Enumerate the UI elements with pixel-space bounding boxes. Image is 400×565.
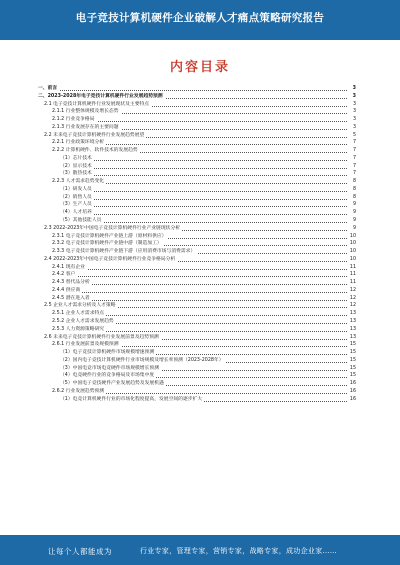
toc-entry[interactable]: [38, 357, 356, 365]
toc-entry-page: 3: [352, 86, 356, 91]
toc-entry-page: 7: [352, 163, 356, 169]
toc-entry-text: 2.1.3 行业发展存在的主要问题: [38, 124, 121, 132]
toc-entry[interactable]: [38, 116, 356, 124]
toc-entry-text: （4）人才培养: [38, 209, 94, 217]
toc-entry[interactable]: [38, 318, 356, 326]
toc-entry[interactable]: [38, 108, 356, 116]
toc-entry[interactable]: [38, 170, 356, 178]
toc-entry[interactable]: [38, 186, 356, 194]
toc-entry-page: 13: [349, 311, 356, 317]
toc-entry-page: 5: [352, 132, 356, 138]
toc-entry[interactable]: [38, 233, 356, 241]
toc-entry-text: 2.5.1 企业人才需求特点: [38, 310, 106, 318]
toc-entry[interactable]: [38, 209, 356, 217]
toc-entry-text: （5）中国电子竞技硬件产业发展趋势及发展机遇: [38, 380, 166, 388]
toc-entry-page: 3: [352, 101, 356, 107]
toc-entry-text: （1）电竞计算机硬件行业的市场化程度提高，发展空间的逐步扩大: [38, 396, 204, 404]
toc-entry[interactable]: [38, 139, 356, 147]
toc-entry-page: 10: [349, 249, 356, 255]
toc-entry-page: 16: [349, 381, 356, 387]
toc-entry-text: 2.5.3 人力资源策略研究: [38, 326, 106, 334]
toc-entry[interactable]: [38, 279, 356, 287]
toc-entry-text: 2.5.2 企业人才需求发展趋势: [38, 318, 116, 326]
toc-entry-text: （2）销售人员: [38, 194, 94, 202]
toc-entry-page: 3: [352, 109, 356, 115]
toc-entry[interactable]: [38, 295, 356, 303]
toc-entry-text: 2.4.5 潜在进入者: [38, 295, 92, 303]
toc-entry[interactable]: [38, 334, 356, 342]
toc-entry-page: 8: [352, 186, 356, 192]
toc-entry-page: 13: [349, 334, 356, 340]
toc-entry-text: 2.4.3 替代品分析: [38, 279, 92, 287]
toc-entry-text: 2.6.1 行业发展前景及规模预测: [38, 341, 121, 349]
toc-leader-dots: [38, 292, 347, 293]
footer-slogan-right: 行业专家，管理专家，营销专家，战略专家，成功企业家……: [140, 547, 338, 555]
toc-entry[interactable]: [38, 124, 356, 132]
toc-leader-dots: [38, 276, 347, 277]
toc-entry[interactable]: [38, 155, 356, 163]
toc-entry[interactable]: [38, 225, 356, 233]
toc-entry-page: 3: [352, 117, 356, 123]
toc-entry-text: （1）研发人员: [38, 186, 94, 194]
toc-entry-text: 2.5 企业人才需求分析及人才策略: [38, 302, 118, 310]
toc-entry-text: （3）生产人员: [38, 201, 94, 209]
toc-entry-page: 13: [349, 318, 356, 324]
toc-entry-page: 15: [349, 357, 356, 363]
toc-entry-text: 2.4.1 现有企业: [38, 264, 87, 272]
toc-entry-text: 2.3 2022-2023年中国电子竞技计算机硬件行业产业链现状分析: [38, 225, 182, 233]
toc-entry-text: 一、前言: [38, 86, 58, 91]
toc-entry-page: 8: [352, 179, 356, 185]
toc-entry-page: 12: [349, 295, 356, 301]
toc-entry[interactable]: [38, 380, 356, 388]
toc-entry-page: 15: [349, 342, 356, 348]
toc-leader-dots: [38, 90, 347, 91]
toc-entry-page: 9: [352, 218, 356, 224]
toc-entry[interactable]: [38, 365, 356, 373]
toc-entry-page: 16: [349, 388, 356, 394]
toc-entry-text: 2.3.3 电子竞技计算机硬件产业链下游（应用消费市场与消费需求）: [38, 248, 197, 256]
toc-entry-page: 12: [349, 287, 356, 293]
toc-heading: 内容目录: [169, 60, 230, 75]
toc-entry-page: 13: [349, 326, 356, 332]
toc-entry-text: 2.3.1 电子竞技计算机硬件产业链上游（原材料供应）: [38, 233, 168, 241]
toc-entry-text: 2.2.1 行业政策环境分析: [38, 139, 106, 147]
toc-entry-page: 15: [349, 373, 356, 379]
toc-entry-text: 2.1 电子竞技计算机硬件行业发展现状及主要特点: [38, 101, 151, 109]
toc-entry-text: （2）显示技术: [38, 163, 94, 171]
toc-entry-text: 2.1.2 行业竞争格局: [38, 116, 97, 124]
footer-slogan-left: 让每个人都能成为: [48, 547, 112, 556]
toc-entry[interactable]: [38, 178, 356, 186]
toc-entry-text: （2）国内电子竞技计算机硬件行业市场规模及增长率预测（2023-2028年）: [38, 357, 226, 365]
toc-entry[interactable]: [38, 287, 356, 295]
toc-entry[interactable]: [38, 372, 356, 380]
toc-entry-page: 10: [349, 241, 356, 247]
table-of-contents: [38, 85, 356, 403]
toc-entry[interactable]: [38, 85, 356, 93]
toc-entry-text: 2.4.2 客户: [38, 271, 77, 279]
toc-entry[interactable]: [38, 310, 356, 318]
toc-entry[interactable]: [38, 256, 356, 264]
toc-entry[interactable]: [38, 217, 356, 225]
toc-entry-text: 2.6.2 行业发展趋势预测: [38, 388, 106, 396]
toc-entry-page: 3: [352, 93, 356, 99]
toc-entry-text: 2.2 未来电子竞技计算机硬件行业发展趋势展望: [38, 132, 146, 140]
toc-entry-text: （3）散热技术: [38, 170, 94, 178]
toc-entry-page: 11: [349, 264, 356, 270]
toc-entry[interactable]: [38, 201, 356, 209]
toc-entry[interactable]: [38, 240, 356, 248]
toc-entry-text: 2.4.4 供应商: [38, 287, 82, 295]
toc-entry[interactable]: [38, 93, 356, 101]
toc-entry-page: 7: [352, 140, 356, 146]
toc-entry-text: 2.2.2 计算机硬件、软件技术的发展趋势: [38, 147, 140, 155]
toc-entry-text: （5）其他技能人员: [38, 217, 103, 225]
toc-entry[interactable]: [38, 326, 356, 334]
toc-entry-text: （3）中国电竞市场电竞硬件市场规模增长预测: [38, 365, 161, 373]
toc-entry-text: 二、2023-2028年电子竞技计算机硬件行业发展趋势预测: [38, 93, 163, 99]
toc-entry[interactable]: [38, 341, 356, 349]
footer-banner: [0, 535, 400, 565]
toc-entry[interactable]: [38, 132, 356, 140]
toc-entry-text: 2.3.2 电子竞技计算机硬件产业链中游（制造加工）: [38, 240, 164, 248]
toc-entry-page: 11: [349, 272, 356, 278]
toc-entry-text: 2.1.1 行业整体规模及增长态势: [38, 108, 121, 116]
toc-entry-text: （1）芯片技术: [38, 155, 94, 163]
toc-entry-page: 16: [349, 396, 356, 402]
toc-entry-text: 2.2.3 人才需求趋势变化: [38, 178, 106, 186]
toc-entry[interactable]: [38, 163, 356, 171]
toc-entry-page: 15: [349, 350, 356, 356]
toc-entry-text: 2.6 未来电子竞技计算机硬件行业发展前景及趋势预测: [38, 334, 161, 342]
toc-entry-page: 10: [349, 256, 356, 262]
toc-entry[interactable]: [38, 194, 356, 202]
toc-entry-page: 7: [352, 171, 356, 177]
toc-entry[interactable]: [38, 248, 356, 256]
toc-entry-page: 11: [349, 280, 356, 286]
toc-entry-text: 2.4 2022-2023年中国电子竞技计算机硬件行业竞争格局分析: [38, 256, 177, 264]
header-banner: [0, 0, 400, 40]
toc-entry[interactable]: [38, 349, 356, 357]
toc-entry[interactable]: [38, 271, 356, 279]
toc-entry-text: （4）电竞硬件行业的竞争格局及市场集中度: [38, 372, 156, 380]
toc-entry-page: 7: [352, 155, 356, 161]
toc-entry[interactable]: [38, 264, 356, 272]
toc-entry-page: 15: [349, 365, 356, 371]
toc-entry-page: 9: [352, 202, 356, 208]
toc-entry[interactable]: [38, 101, 356, 109]
toc-entry-page: 12: [349, 303, 356, 309]
toc-entry-text: （1）电子竞技计算机硬件市场规模增速预测: [38, 349, 156, 357]
report-title: 电子竞技计算机硬件企业破解人才痛点策略研究报告: [75, 12, 325, 24]
toc-entry[interactable]: [38, 302, 356, 310]
toc-entry-page: 9: [352, 210, 356, 216]
toc-entry-page: 10: [349, 233, 356, 239]
toc-entry[interactable]: [38, 147, 356, 155]
toc-entry-page: 9: [352, 225, 356, 231]
toc-entry[interactable]: [38, 388, 356, 396]
toc-entry-page: 7: [352, 148, 356, 154]
toc-entry-page: 3: [352, 124, 356, 130]
toc-entry-page: 8: [352, 194, 356, 200]
toc-entry[interactable]: [38, 396, 356, 404]
